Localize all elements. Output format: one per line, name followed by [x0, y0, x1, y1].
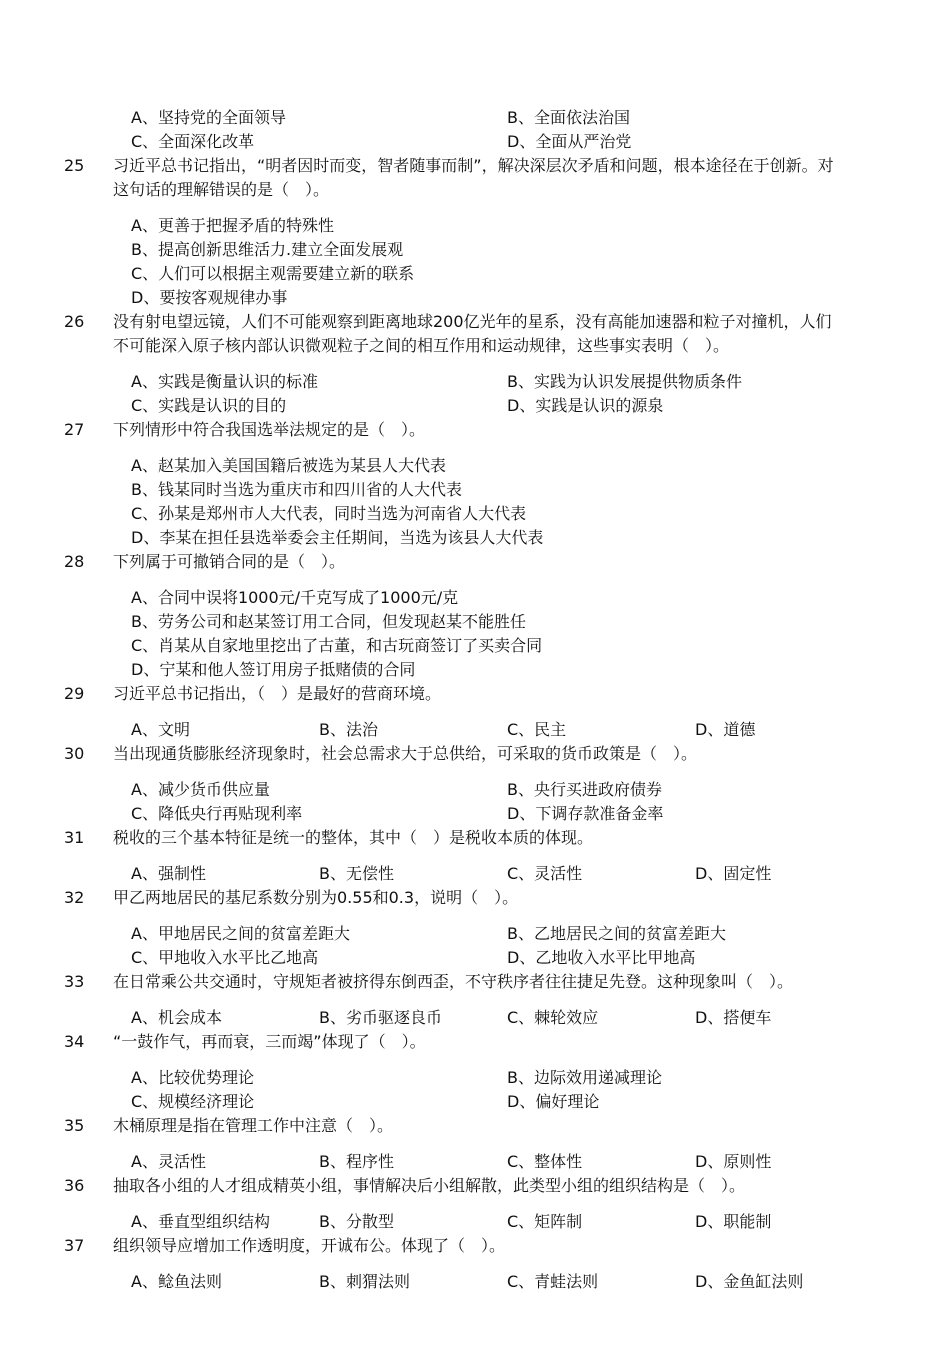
question-stem-line-2: 不可能深入原子核内部认识微观粒子之间的相互作用和运动规律，这些事实表明（ ）。 — [113, 336, 730, 355]
question-number: 36 — [64, 1176, 85, 1195]
question-stem-line-1: 没有射电望远镜，人们不可能观察到距离地球200亿光年的星系，没有高能加速器和粒子对撞机，人们 — [113, 312, 832, 331]
question-stem-line-1: 在日常乘公共交通时，守规矩者被挤得东倒西歪，不守秩序者往往捷足先登。这种现象叫（ ）。 — [113, 972, 794, 991]
option-d: D、搭便车 — [695, 1008, 772, 1027]
option-b: B、钱某同时当选为重庆市和四川省的人大代表 — [131, 480, 462, 499]
question-stem-line-1: “一鼓作气，再而衰，三而竭”体现了（ ）。 — [113, 1032, 426, 1051]
question-number: 27 — [64, 420, 85, 439]
option-b: B、法治 — [319, 720, 378, 739]
question-number: 29 — [64, 684, 85, 703]
option-b: B、劣币驱逐良币 — [319, 1008, 442, 1027]
option-a: A、鲶鱼法则 — [131, 1272, 222, 1291]
question-number: 31 — [64, 828, 85, 847]
option-c: C、人们可以根据主观需要建立新的联系 — [131, 264, 415, 283]
question-stem-line-1: 下列属于可撤销合同的是（ ）。 — [113, 552, 346, 571]
option-c: C、实践是认识的目的 — [131, 396, 287, 415]
option-b: B、刺猬法则 — [319, 1272, 410, 1291]
option-c: C、甲地收入水平比乙地高 — [131, 948, 319, 967]
option-b: B、无偿性 — [319, 864, 394, 883]
option-d: D、乙地收入水平比甲地高 — [507, 948, 696, 967]
option-b: B、边际效用递减理论 — [507, 1068, 662, 1087]
option-b: B、乙地居民之间的贫富差距大 — [507, 924, 726, 943]
question-number: 35 — [64, 1116, 85, 1135]
question-number: 32 — [64, 888, 85, 907]
question-number: 34 — [64, 1032, 85, 1051]
option-a: A、坚持党的全面领导 — [131, 108, 286, 127]
option-b: B、提高创新思维活力.建立全面发展观 — [131, 240, 404, 259]
option-a: A、更善于把握矛盾的特殊性 — [131, 216, 334, 235]
option-c: C、民主 — [507, 720, 567, 739]
question-number: 30 — [64, 744, 85, 763]
option-a: A、赵某加入美国国籍后被选为某县人大代表 — [131, 456, 446, 475]
option-d: D、全面从严治党 — [507, 132, 632, 151]
question-number: 28 — [64, 552, 85, 571]
option-b: B、实践为认识发展提供物质条件 — [507, 372, 742, 391]
option-a: A、实践是衡量认识的标准 — [131, 372, 318, 391]
option-c: C、矩阵制 — [507, 1212, 583, 1231]
option-a: A、比较优势理论 — [131, 1068, 254, 1087]
option-a: A、垂直型组织结构 — [131, 1212, 270, 1231]
question-stem-line-1: 税收的三个基本特征是统一的整体，其中（ ）是税收本质的体现。 — [113, 828, 594, 847]
option-d: D、金鱼缸法则 — [695, 1272, 804, 1291]
option-d: D、原则性 — [695, 1152, 772, 1171]
question-stem-line-1: 甲乙两地居民的基尼系数分别为0.55和0.3，说明（ ）。 — [113, 888, 519, 907]
option-c: C、全面深化改革 — [131, 132, 255, 151]
option-c: C、降低央行再贴现利率 — [131, 804, 303, 823]
option-a: A、机会成本 — [131, 1008, 222, 1027]
option-d: D、道德 — [695, 720, 756, 739]
option-c: C、青蛙法则 — [507, 1272, 599, 1291]
question-stem-line-2: 这句话的理解错误的是（ ）。 — [113, 180, 330, 199]
option-d: D、偏好理论 — [507, 1092, 600, 1111]
question-stem-line-1: 当出现通货膨胀经济现象时，社会总需求大于总供给，可采取的货币政策是（ ）。 — [113, 744, 698, 763]
option-d: D、要按客观规律办事 — [131, 288, 288, 307]
option-b: B、劳务公司和赵某签订用工合同，但发现赵某不能胜任 — [131, 612, 526, 631]
question-number: 25 — [64, 156, 85, 175]
question-stem-line-1: 习近平总书记指出，（ ）是最好的营商环境。 — [113, 684, 442, 703]
option-a: A、甲地居民之间的贫富差距大 — [131, 924, 350, 943]
option-a: A、合同中误将1000元/千克写成了1000元/克 — [131, 588, 459, 607]
option-c: C、棘轮效应 — [507, 1008, 599, 1027]
option-a: A、减少货币供应量 — [131, 780, 270, 799]
question-stem-line-1: 习近平总书记指出，“明者因时而变，智者随事而制”，解决深层次矛盾和问题，根本途径在于创新。对 — [113, 156, 834, 175]
option-c: C、肖某从自家地里挖出了古董，和古玩商签订了买卖合同 — [131, 636, 543, 655]
question-stem-line-1: 抽取各小组的人才组成精英小组，事情解决后小组解散，此类型小组的组织结构是（ ）。 — [113, 1176, 746, 1195]
option-d: D、职能制 — [695, 1212, 772, 1231]
question-number: 37 — [64, 1236, 85, 1255]
option-a: A、文明 — [131, 720, 190, 739]
question-stem-line-1: 下列情形中符合我国选举法规定的是（ ）。 — [113, 420, 426, 439]
option-d: D、李某在担任县选举委会主任期间，当选为该县人大代表 — [131, 528, 544, 547]
option-d: D、固定性 — [695, 864, 772, 883]
option-a: A、强制性 — [131, 864, 206, 883]
question-number: 26 — [64, 312, 85, 331]
option-d: D、下调存款准备金率 — [507, 804, 664, 823]
option-c: C、规模经济理论 — [131, 1092, 255, 1111]
option-c: C、整体性 — [507, 1152, 583, 1171]
option-b: B、分散型 — [319, 1212, 394, 1231]
option-b: B、央行买进政府债券 — [507, 780, 662, 799]
option-c: C、灵活性 — [507, 864, 583, 883]
option-d: D、实践是认识的源泉 — [507, 396, 664, 415]
option-b: B、程序性 — [319, 1152, 394, 1171]
option-b: B、全面依法治国 — [507, 108, 630, 127]
question-number: 33 — [64, 972, 85, 991]
question-stem-line-1: 组织领导应增加工作透明度，开诚布公。体现了（ ）。 — [113, 1236, 506, 1255]
option-c: C、孙某是郑州市人大代表，同时当选为河南省人大代表 — [131, 504, 527, 523]
option-a: A、灵活性 — [131, 1152, 206, 1171]
question-stem-line-1: 木桶原理是指在管理工作中注意（ ）。 — [113, 1116, 394, 1135]
option-d: D、宁某和他人签订用房子抵赌债的合同 — [131, 660, 416, 679]
